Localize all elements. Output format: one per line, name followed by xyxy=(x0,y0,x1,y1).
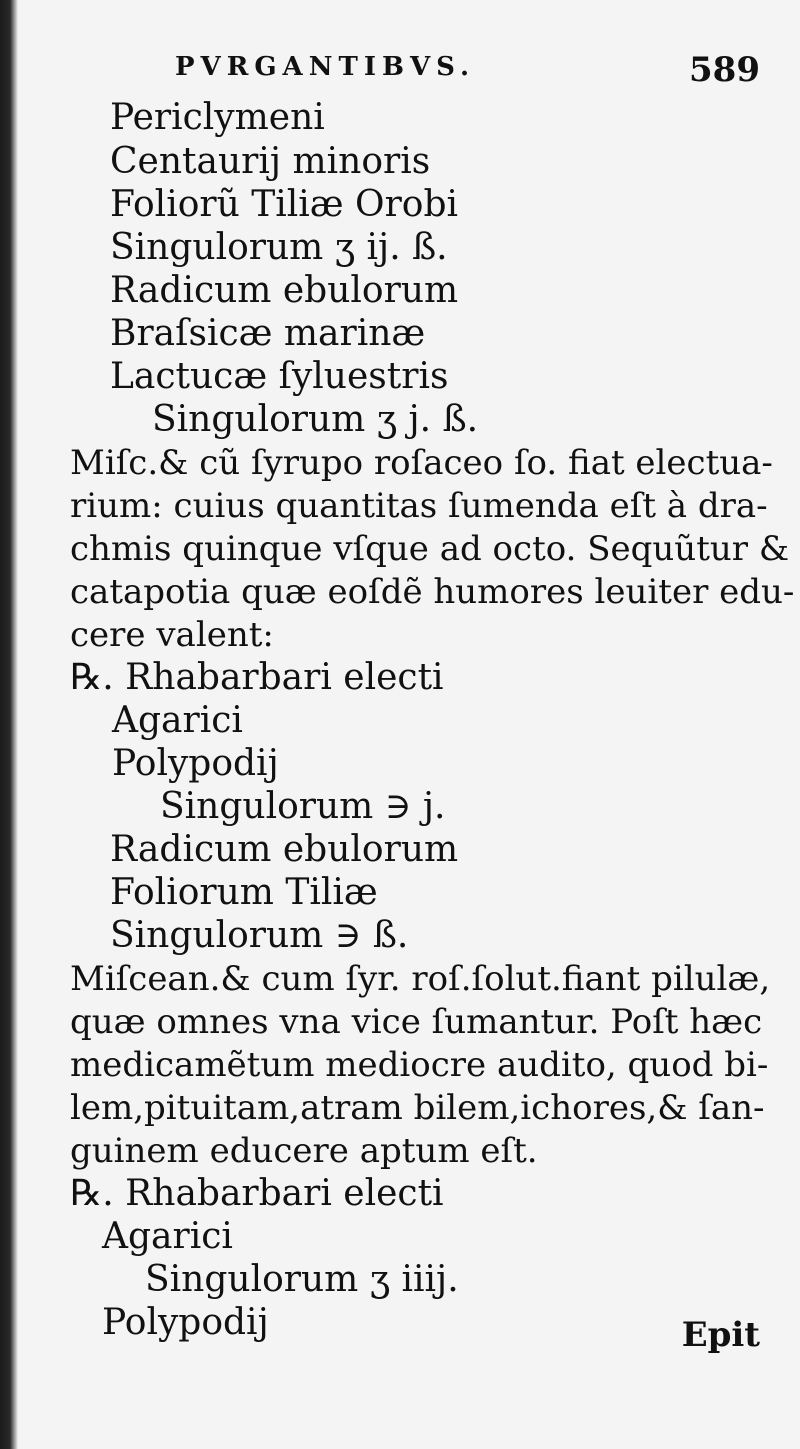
text-line: chmis quinque vſque ad octo. Sequũtur & xyxy=(70,529,790,569)
text-line: Centaurij minoris xyxy=(110,141,431,182)
text-line: lem,pituitam,atram bilem,ichores,& ſan- xyxy=(70,1088,765,1128)
text-line: cere valent: xyxy=(70,615,274,655)
text-line: Radicum ebulorum xyxy=(110,829,459,870)
text-line: Miſcean.& cum ſyr. roſ.ſolut.fiant pilulæ, xyxy=(70,959,771,999)
running-title: PVRGANTIBVS. xyxy=(175,52,476,82)
text-line: Radicum ebulorum xyxy=(110,270,459,311)
text-line: Lactucæ ſyluestris xyxy=(110,356,449,397)
text-line: Foliorũ Tiliæ Orobi xyxy=(110,184,459,225)
text-line: Agarici xyxy=(102,1216,233,1257)
text-line: ℞. Rhabarbari electi xyxy=(70,657,444,698)
text-line: Miſc.& cũ ſyrupo roſaceo ſo. fiat electua- xyxy=(70,443,773,483)
text-line: Singulorum ʒ iiij. xyxy=(145,1259,459,1300)
page-number: 589 xyxy=(689,50,760,90)
text-line: Periclymeni xyxy=(110,97,325,138)
text-line: Agarici xyxy=(112,700,243,741)
text-line: catapotia quæ eoſdẽ humores leuiter edu- xyxy=(70,572,795,612)
text-line: Foliorum Tiliæ xyxy=(110,872,378,913)
text-line: quæ omnes vna vice ſumantur. Poſt hæc xyxy=(70,1002,763,1042)
text-line: Singulorum ∋ j. xyxy=(160,786,446,827)
text-line: rium: cuius quantitas ſumenda eſt à dra- xyxy=(70,486,768,526)
text-line: Singulorum ʒ j. ß. xyxy=(152,399,479,440)
catchword: Epit xyxy=(681,1315,760,1355)
text-line: Polypodij xyxy=(112,743,279,784)
text-line: Braſsicæ marinæ xyxy=(110,313,426,354)
text-line: Singulorum ∋ ß. xyxy=(110,915,409,956)
text-line: ℞. Rhabarbari electi xyxy=(70,1173,444,1214)
text-line: Singulorum ʒ ij. ß. xyxy=(110,227,448,268)
text-line: medicamẽtum mediocre audito, quod bi- xyxy=(70,1045,769,1085)
text-line: guinem educere aptum eſt. xyxy=(70,1131,538,1171)
text-line: Polypodij xyxy=(102,1302,269,1343)
